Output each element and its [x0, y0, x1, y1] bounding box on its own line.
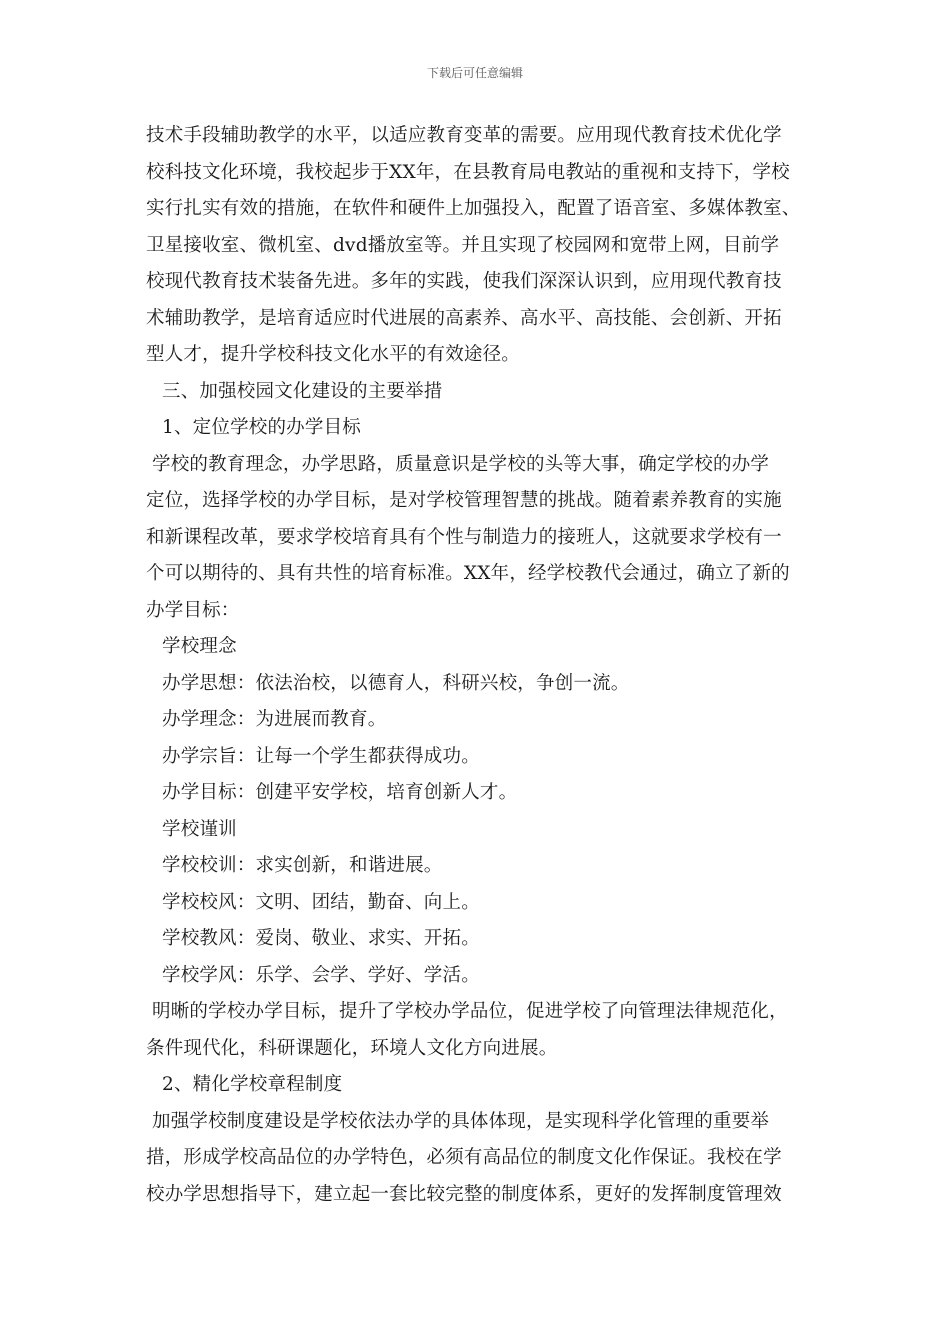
paragraph-line: 个可以期待的、具有共性的培育标准。XX年，经学校教代会通过，确立了新的 [146, 563, 790, 584]
paragraph-line: 条件现代化，科研课题化，环境人文化方向进展。 [146, 1037, 558, 1059]
document-body [146, 118, 822, 1213]
paragraph-line: 加强学校制度建设是学校依法办学的具体体现，是实现科学化管理的重要举 [152, 1110, 770, 1132]
paragraph-line: 技术手段辅助教学的水平，以适应教育变革的需要。应用现代教育技术优化学 [146, 125, 782, 146]
paragraph-line: 学校的教育理念，办学思路，质量意识是学校的头等大事，确定学校的办学 [152, 453, 770, 475]
paragraph-line: 定位，选择学校的办学目标，是对学校管理智慧的挑战。随着素养教育的实施 [146, 490, 782, 511]
subsection-heading: 2、精化学校章程制度 [162, 1074, 343, 1095]
list-item: 办学目标：创建平安学校，培育创新人才。 [162, 782, 518, 803]
list-item: 学校教风：爱岗、敬业、求实、开拓。 [162, 928, 480, 949]
list-heading: 学校理念 [162, 636, 237, 657]
page-header: 下载后可任意编辑 [426, 66, 523, 80]
list-item: 学校校训：求实创新，和谐进展。 [162, 855, 443, 876]
paragraph-line: 明晰的学校办学目标，提升了学校办学品位，促进学校了向管理法律规范化， [152, 1001, 788, 1022]
paragraph-line: 实行扎实有效的措施，在软件和硬件上加强投入，配置了语音室、多媒体教室、 [146, 198, 801, 219]
paragraph-line: 和新课程改革，要求学校培育具有个性与制造力的接班人，这就要求学校有一 [146, 526, 782, 548]
list-item: 办学思想：依法治校，以德育人，科研兴校，争创一流。 [162, 672, 630, 694]
paragraph-line: 校科技文化环境，我校起步于XX年，在县教育局电教站的重视和支持下，学校 [146, 161, 790, 183]
paragraph-line: 措，形成学校高品位的办学特色，必须有高品位的制度文化作保证。我校在学 [146, 1147, 782, 1168]
list-item: 学校学风：乐学、会学、学好、学活。 [162, 964, 480, 986]
paragraph-line: 校办学思想指导下，建立起一套比较完整的制度体系，更好的发挥制度管理效 [146, 1183, 782, 1205]
section-heading: 三、加强校园文化建设的主要举措 [162, 380, 443, 402]
list-heading: 学校谨训 [162, 818, 237, 840]
paragraph-line: 型人才，提升学校科技文化水平的有效途径。 [146, 344, 521, 365]
paragraph-line: 校现代教育技术装备先进。多年的实践，使我们深深认识到，应用现代教育技 [146, 271, 782, 292]
list-item: 办学理念：为进展而教育。 [162, 709, 387, 730]
paragraph-line: 术辅助教学，是培育适应时代进展的高素养、高水平、高技能、会创新、开拓 [146, 307, 782, 329]
list-item: 学校校风：文明、团结，勤奋、向上。 [162, 891, 480, 913]
paragraph-line: 卫星接收室、微机室、dvd播放室等。并且实现了校园网和宽带上网，目前学 [146, 234, 780, 256]
list-item: 办学宗旨：让每一个学生都获得成功。 [162, 745, 480, 767]
paragraph-line: 办学目标： [146, 599, 240, 621]
subsection-heading: 1、定位学校的办学目标 [162, 417, 361, 438]
